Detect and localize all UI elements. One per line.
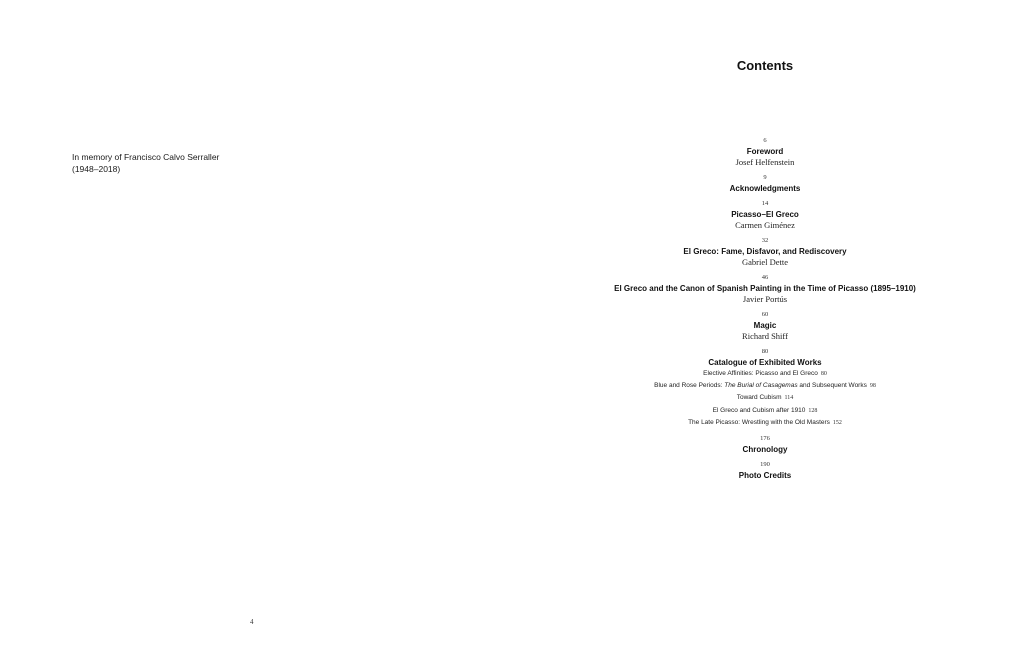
table-of-contents — [510, 136, 1020, 486]
toc-title: Photo Credits — [738, 471, 792, 481]
toc-subsection-elective-affinities[interactable] — [510, 368, 1020, 380]
toc-author: Richard Shiff — [742, 331, 788, 341]
toc-page-number: 190 — [760, 461, 770, 469]
dedication — [72, 152, 219, 175]
subsection-page-number: 114 — [784, 395, 794, 402]
toc-title: Magic — [753, 321, 777, 330]
toc-subsection-cubism-after-1910[interactable] — [510, 405, 1020, 417]
page-number: 4 — [250, 618, 254, 626]
dedication-line-2: (1948–2018) — [72, 163, 121, 174]
toc-page-number: 80 — [761, 348, 769, 355]
subsection-page-number: 128 — [808, 407, 818, 414]
subsection-page-number: 80 — [820, 371, 827, 377]
toc-author: Gabriel Dette — [741, 257, 789, 267]
toc-entry-picasso-el-greco[interactable] — [510, 199, 1020, 231]
toc-entry-chronology[interactable] — [510, 434, 1020, 455]
dedication-line-1: In memory of Francisco Calvo Serraller — [72, 152, 220, 162]
toc-title: Picasso–El Greco — [731, 210, 799, 219]
toc-author: Javier Portús — [742, 294, 788, 304]
toc-entry-catalogue[interactable] — [510, 347, 1020, 429]
subsection-title-italic: The Burial of Casagemas — [724, 382, 798, 390]
toc-page-number: 6 — [763, 137, 767, 144]
toc-entry-acknowledgments[interactable] — [510, 173, 1020, 194]
subsection-title: Toward Cubism — [736, 394, 782, 402]
toc-title: Catalogue of Exhibited Works — [708, 358, 822, 367]
toc-entry-photo-credits[interactable] — [510, 460, 1020, 481]
toc-author: Carmen Giménez — [735, 220, 795, 230]
toc-page-number: 9 — [763, 174, 767, 181]
subsection-page-number: 98 — [869, 383, 876, 390]
toc-title: El Greco: Fame, Disfavor, and Rediscovery — [683, 247, 847, 256]
right-page — [510, 0, 1020, 649]
subsection-title: Elective Affinities: Picasso and El Greco — [703, 370, 818, 377]
toc-title: Chronology — [742, 445, 788, 455]
toc-entry-foreword[interactable] — [510, 136, 1020, 168]
toc-page-number: 176 — [760, 435, 770, 443]
subsection-title-start: Blue and Rose Periods: — [654, 382, 725, 390]
subsection-title: El Greco and Cubism after 1910 — [712, 406, 806, 414]
toc-author: Josef Helfenstein — [735, 157, 795, 167]
toc-page-number: 32 — [761, 237, 769, 244]
toc-page-number: 60 — [761, 311, 769, 318]
toc-subsection-late-picasso[interactable] — [510, 417, 1020, 429]
subsection-title-end: and Subsequent Works — [797, 382, 867, 390]
toc-title: El Greco and the Canon of Spanish Painting in the Time of Picasso (1895–1910) — [614, 284, 916, 293]
toc-subsection-blue-rose[interactable] — [510, 380, 1020, 392]
subsection-title: The Late Picasso: Wrestling with the Old Masters — [688, 418, 830, 426]
subsection-page-number: 152 — [832, 419, 842, 426]
toc-entry-magic[interactable] — [510, 310, 1020, 342]
toc-entry-fame-disfavor[interactable] — [510, 236, 1020, 268]
toc-entry-canon-spanish-painting[interactable] — [510, 273, 1020, 305]
toc-title: Foreword — [746, 147, 784, 156]
toc-title: Acknowledgments — [729, 184, 801, 193]
toc-page-number: 46 — [761, 274, 769, 281]
toc-page-number: 14 — [761, 200, 769, 207]
toc-subsection-toward-cubism[interactable] — [510, 392, 1020, 404]
contents-heading: Contents — [736, 58, 794, 73]
